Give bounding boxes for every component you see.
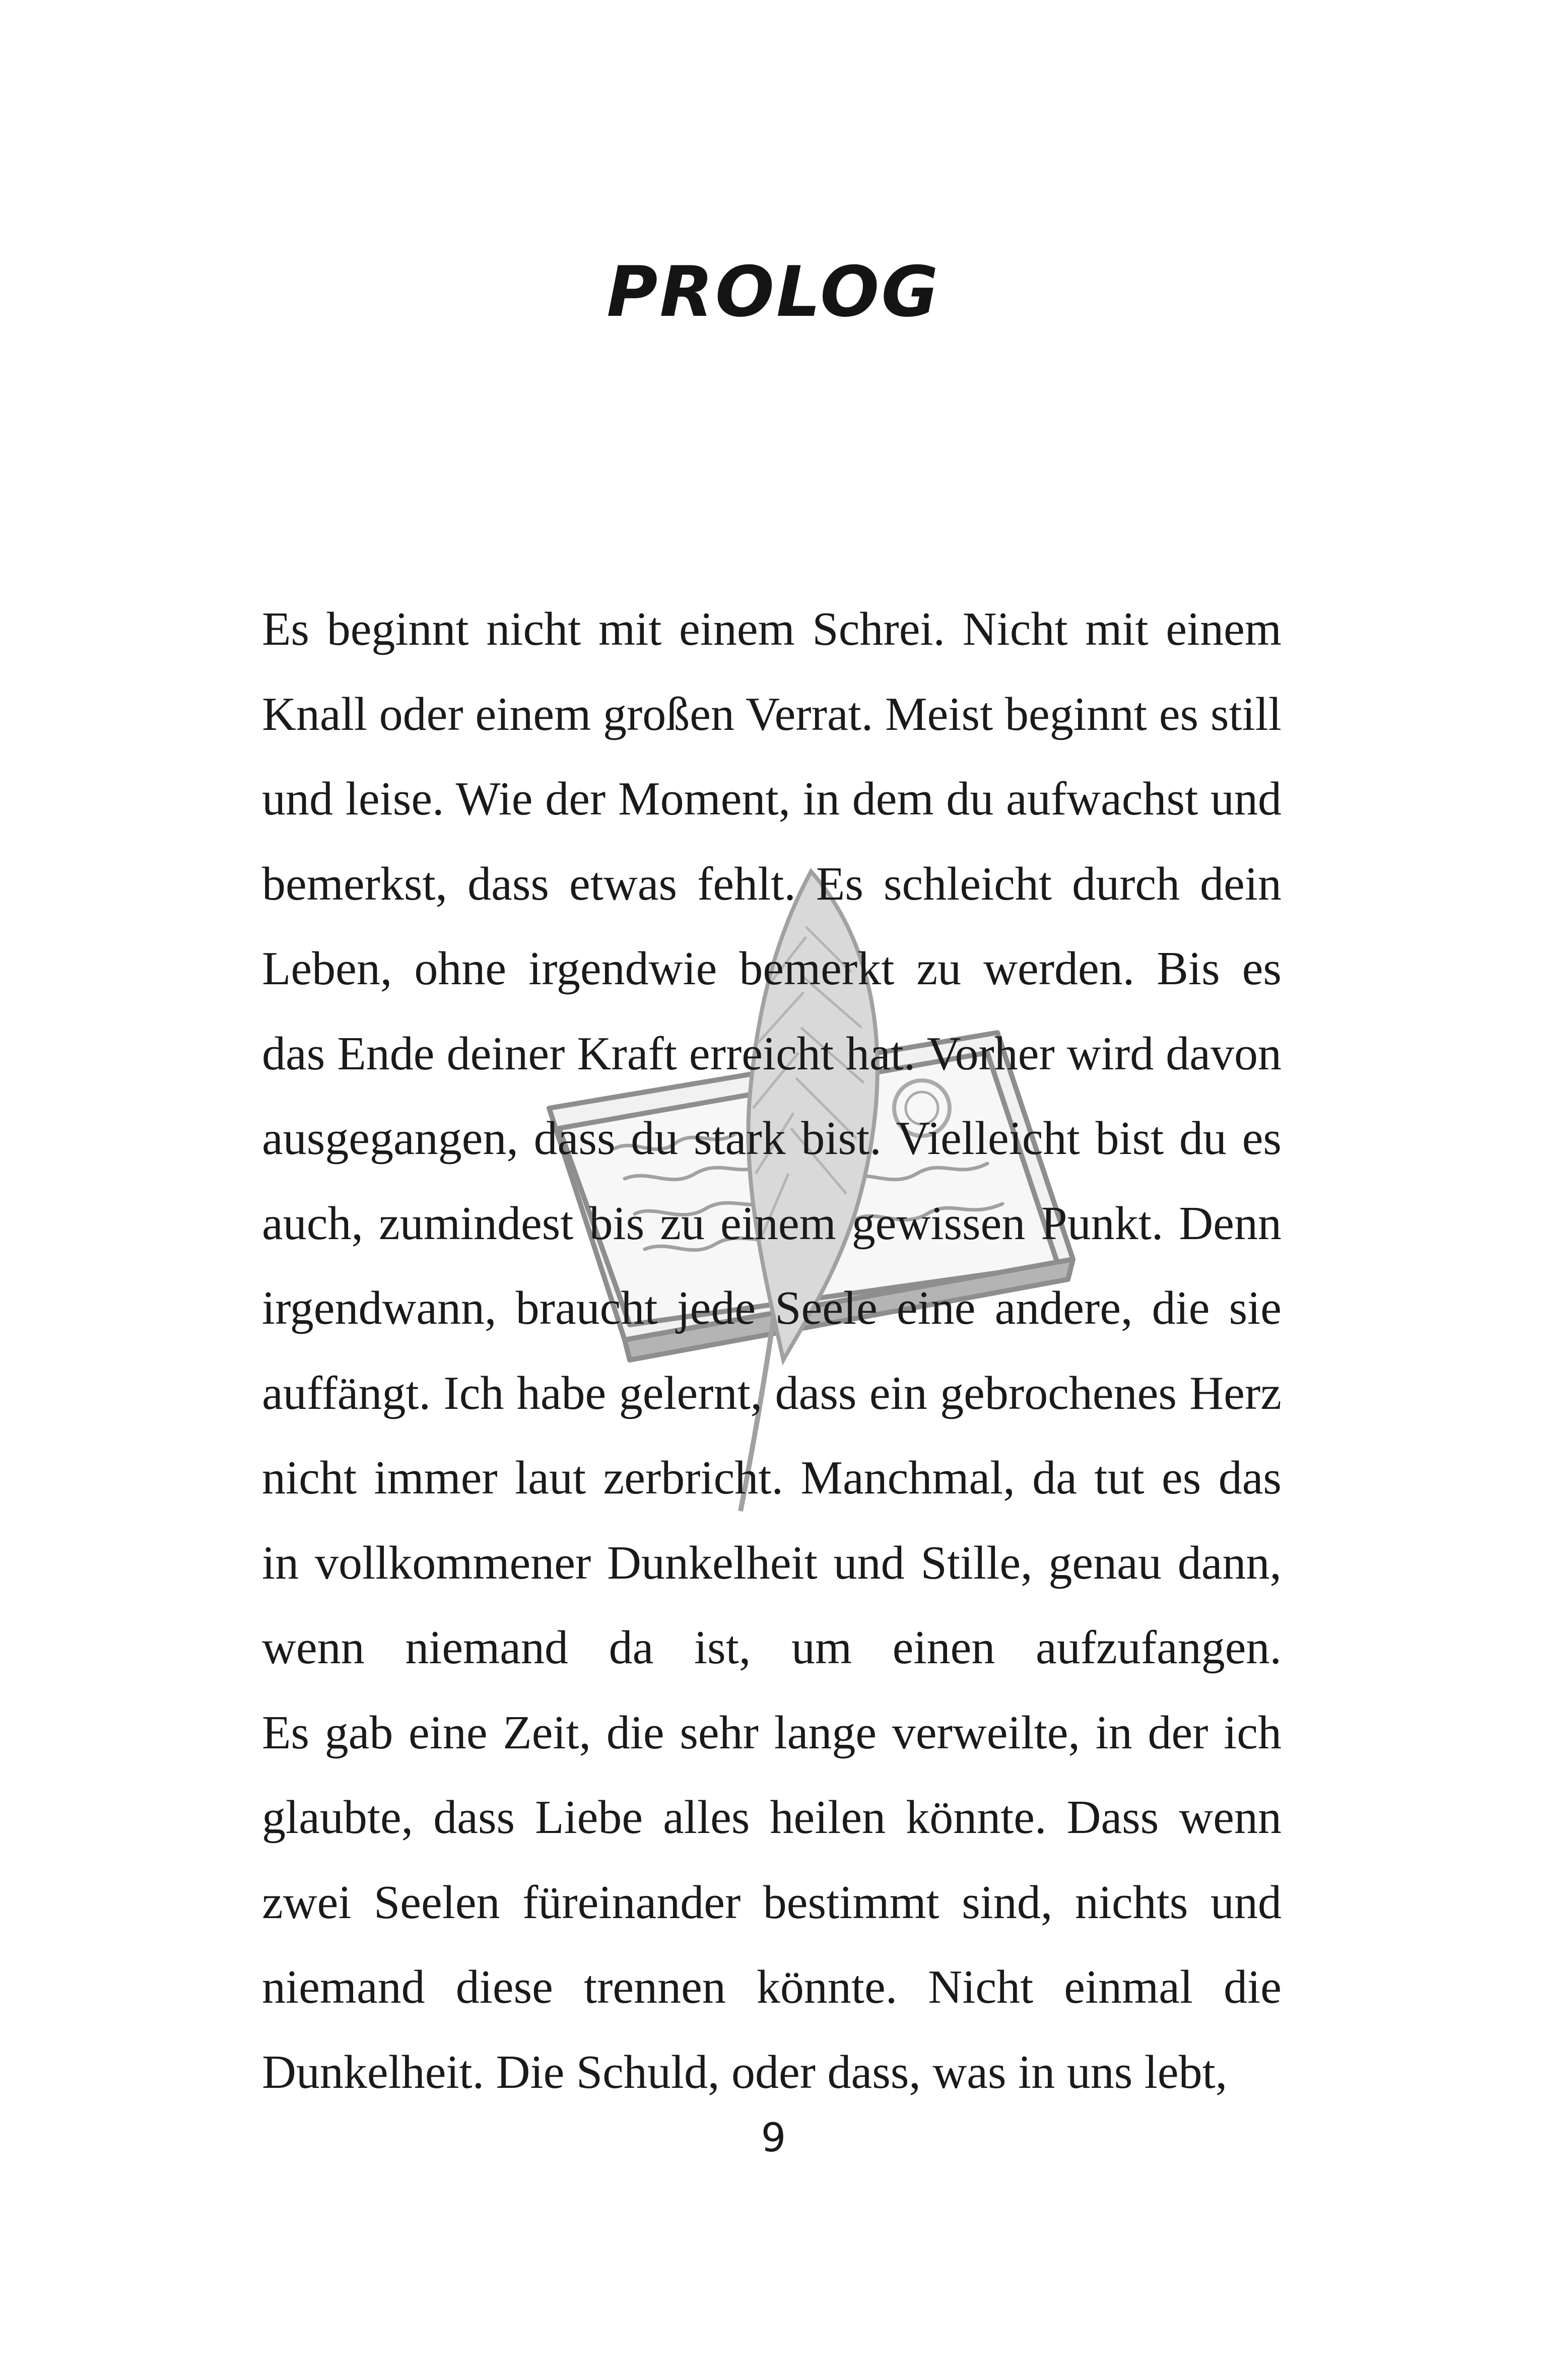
chapter-title: PROLOG — [607, 251, 940, 332]
page-number: 9 — [761, 2116, 786, 2161]
prologue-text — [262, 587, 1282, 2115]
paragraph-2: Es gab eine Zeit, die sehr lange verweilte, in der ich glaubte, dass Liebe alles heilen könnte. Dass wenn zwei Seelen füreinander bestimmt sind, nichts und niemand diese trennen könnte. Nicht einmal die Dunkelheit. Die Schuld, oder dass, was in uns lebt, — [262, 1706, 1282, 2098]
paragraph-1: Es beginnt nicht mit einem Schrei. Nicht mit einem Knall oder einem großen Verrat. Meist beginnt es still und leise. Wie der Moment, in dem du aufwachst und bemerkst, dass etwas fehlt. Es schleicht durch dein Leben, ohne irgendwie bemerkt zu werden. Bis es das Ende deiner Kraft erreicht hat. Vorher wird davon ausgegangen, dass du stark bist. Vielleicht bist du es auch, zumindest bis zu einem gewissen Punkt. Denn irgendwann, braucht jede Seele eine andere, die sie auffängt. Ich habe gelernt, dass ein gebrochenes Herz nicht immer laut zerbricht. Manchmal, da tut es das in vollkommener Dunkelheit und Stille, genau dann, wenn niemand da ist, um einen aufzufangen. — [262, 603, 1282, 1674]
